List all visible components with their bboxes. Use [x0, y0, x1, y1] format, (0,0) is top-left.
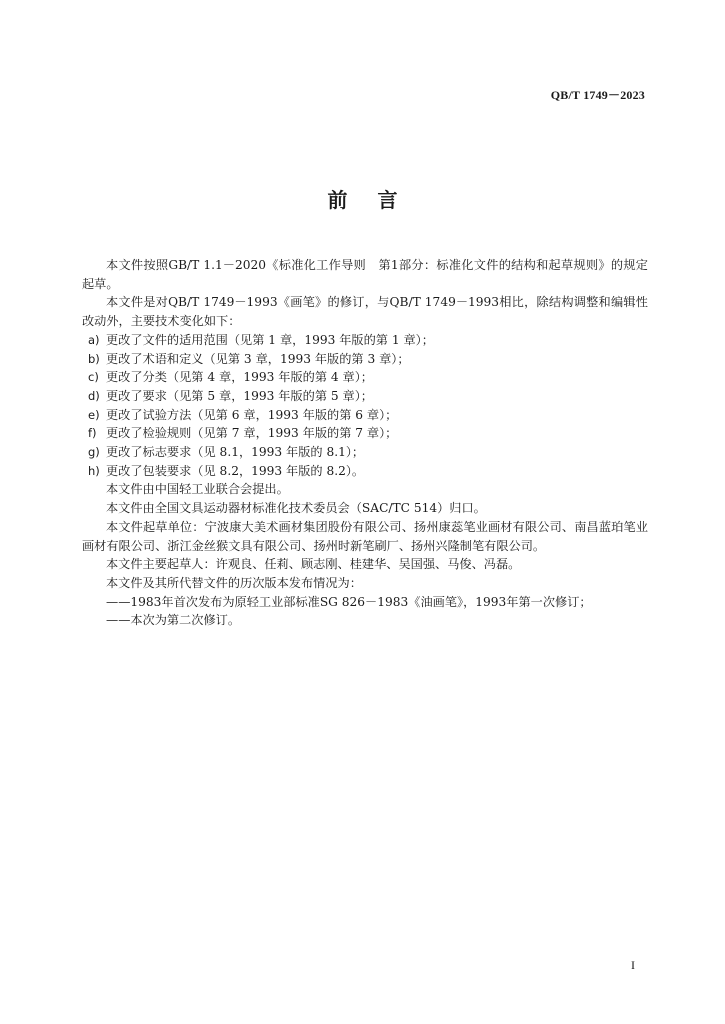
list-item-text: 更改了包装要求（见 8.2，1993 年版的 8.2）。	[106, 463, 365, 478]
changes-list	[82, 331, 648, 481]
list-marker: c)	[88, 370, 99, 385]
list-item-text: 更改了分类（见第 4 章，1993 年版的第 4 章）；	[106, 370, 373, 385]
list-item	[82, 424, 648, 443]
drafters-statement: 本文件主要起草人：许观良、任莉、顾志刚、桂建华、吴国强、马俊、冯磊。	[106, 557, 521, 572]
list-item-text: 更改了要求（见第 5 章，1993 年版的第 5 章）；	[106, 388, 373, 403]
list-item	[82, 443, 648, 462]
list-item	[82, 331, 648, 350]
list-marker: d)	[88, 388, 100, 403]
list-item	[82, 462, 648, 481]
page-title: 前言	[327, 188, 428, 212]
list-item-text: 更改了检验规则（见第 7 章，1993 年版的第 7 章）；	[106, 426, 398, 441]
list-item	[82, 387, 648, 406]
history-item: ——本次为第二次修订。	[106, 613, 241, 628]
list-marker: f)	[88, 426, 97, 441]
page-number: I	[631, 958, 635, 972]
standard-number: QB/T 1749－2023	[550, 88, 645, 102]
drafting-units-statement: 本文件起草单位：宁波康大美术画材集团股份有限公司、扬州康蕊笔业画材有限公司、南昌蓝珀笔业画材有限公司、浙江金丝猴文具有限公司、扬州时新笔刷厂、扬州兴隆制笔有限公司。	[82, 519, 648, 553]
history-intro-statement: 本文件及其所代替文件的历次版本发布情况为：	[106, 575, 362, 590]
list-item-text: 更改了文件的适用范围（见第 1 章，1993 年版的第 1 章）；	[106, 332, 434, 347]
list-item	[82, 350, 648, 369]
list-marker: h)	[88, 463, 100, 478]
list-item	[82, 368, 648, 387]
history-list	[82, 593, 648, 630]
managed-by-statement: 本文件由全国文具运动器材标准化技术委员会（SAC/TC 514）归口。	[106, 501, 486, 516]
list-marker: g)	[88, 445, 100, 460]
list-item	[82, 406, 648, 425]
list-item-text: 更改了试验方法（见第 6 章，1993 年版的第 6 章）；	[106, 407, 398, 422]
foreword-body	[82, 256, 648, 630]
list-marker: b)	[88, 351, 100, 366]
drafting-rules-paragraph: 本文件按照GB/T 1.1－2020《标准化工作导则 第1部分：标准化文件的结构和起草规则》的规定起草。	[82, 258, 648, 291]
list-item-text: 更改了术语和定义（见第 3 章，1993 年版的第 3 章）；	[106, 351, 410, 366]
list-marker: a)	[88, 332, 100, 347]
list-marker: e)	[88, 407, 100, 422]
proposed-by-statement: 本文件由中国轻工业联合会提出。	[106, 482, 289, 497]
history-item: ——1983年首次发布为原轻工业部标准SG 826－1983《油画笔》，1993年第一次修订；	[106, 594, 592, 609]
list-item-text: 更改了标志要求（见 8.1，1993 年版的 8.1）；	[106, 445, 365, 460]
revision-intro-paragraph: 本文件是对QB/T 1749－1993《画笔》的修订，与QB/T 1749－1993相比，除结构调整和编辑性改动外，主要技术变化如下：	[82, 295, 648, 329]
